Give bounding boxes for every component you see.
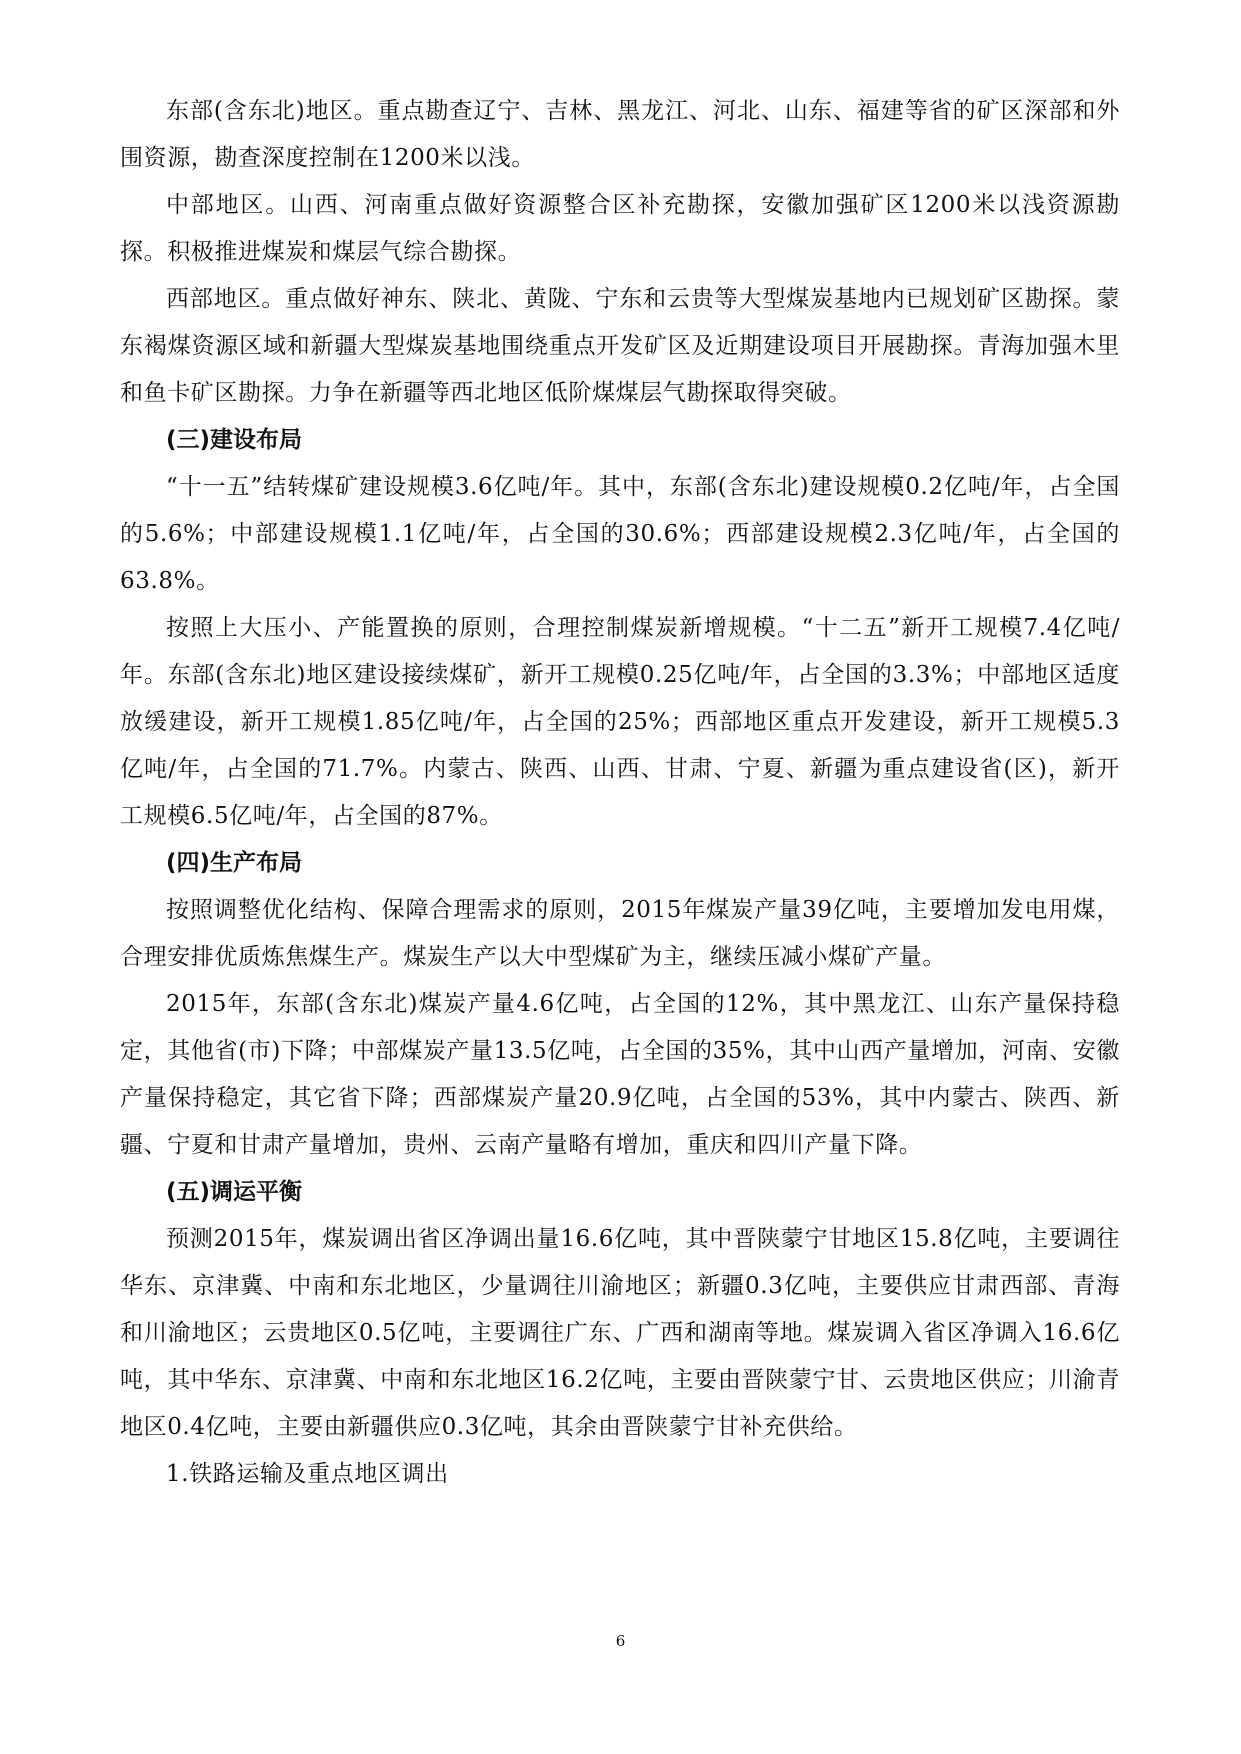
document-body	[120, 88, 1120, 1498]
paragraph-new-construction: 按照上大压小、产能置换的原则，合理控制煤炭新增规模。“十二五”新开工规模7.4亿吨/年。东部(含东北)地区建设接续煤矿，新开工规模0.25亿吨/年，占全国的3.3%；中部地区适度放缓建设，新开工规模1.85亿吨/年，占全国的25%；西部地区重点开发建设，新开工规模5.3亿吨/年，占全国的71.7%。内蒙古、陕西、山西、甘肃、宁夏、新疆为重点建设省(区)，新开工规模6.5亿吨/年，占全国的87%。	[120, 615, 1120, 829]
section-heading-transport-balance: (五)调运平衡	[166, 1179, 303, 1205]
paragraph-transport-forecast: 预测2015年，煤炭调出省区净调出量16.6亿吨，其中晋陕蒙宁甘地区15.8亿吨，主要调往华东、京津冀、中南和东北地区，少量调往川渝地区；新疆0.3亿吨，主要供应甘肃西部、青海和川渝地区；云贵地区0.5亿吨，主要调往广东、广西和湖南等地。煤炭调入省区净调入16.6亿吨，其中华东、京津冀、中南和东北地区16.2亿吨，主要由晋陕蒙宁甘、云贵地区供应；川渝青地区0.4亿吨，主要由新疆供应0.3亿吨，其余由晋陕蒙宁甘补充供给。	[120, 1226, 1120, 1440]
paragraph-central-region: 中部地区。山西、河南重点做好资源整合区补充勘探，安徽加强矿区1200米以浅资源勘探。积极推进煤炭和煤层气综合勘探。	[120, 192, 1120, 265]
paragraph-west-region: 西部地区。重点做好神东、陕北、黄陇、宁东和云贵等大型煤炭基地内已规划矿区勘探。蒙东褐煤资源区域和新疆大型煤炭基地围绕重点开发矿区及近期建设项目开展勘探。青海加强木里和鱼卡矿区勘探。力争在新疆等西北地区低阶煤煤层气勘探取得突破。	[120, 286, 1120, 406]
paragraph-east-region: 东部(含东北)地区。重点勘查辽宁、吉林、黑龙江、河北、山东、福建等省的矿区深部和外围资源，勘查深度控制在1200米以浅。	[120, 98, 1120, 171]
paragraph-production-principle: 按照调整优化结构、保障合理需求的原则，2015年煤炭产量39亿吨，主要增加发电用煤，合理安排优质炼焦煤生产。煤炭生产以大中型煤矿为主，继续压减小煤矿产量。	[120, 897, 1120, 970]
paragraph-production-2015: 2015年，东部(含东北)煤炭产量4.6亿吨，占全国的12%，其中黑龙江、山东产量保持稳定，其他省(市)下降；中部煤炭产量13.5亿吨，占全国的35%，其中山西产量增加，河南、安徽产量保持稳定，其它省下降；西部煤炭产量20.9亿吨，占全国的53%，其中内蒙古、陕西、新疆、宁夏和甘肃产量增加，贵州、云南产量略有增加，重庆和四川产量下降。	[120, 991, 1120, 1158]
subheading-railway-transport: 1.铁路运输及重点地区调出	[166, 1461, 449, 1487]
page-number: 6	[615, 1632, 626, 1650]
section-heading-construction-layout: (三)建设布局	[166, 427, 303, 453]
section-heading-production-layout: (四)生产布局	[166, 850, 303, 876]
paragraph-carryover-construction: “十一五”结转煤矿建设规模3.6亿吨/年。其中，东部(含东北)建设规模0.2亿吨/年，占全国的5.6%；中部建设规模1.1亿吨/年，占全国的30.6%；西部建设规模2.3亿吨/年，占全国的63.8%。	[120, 474, 1120, 594]
